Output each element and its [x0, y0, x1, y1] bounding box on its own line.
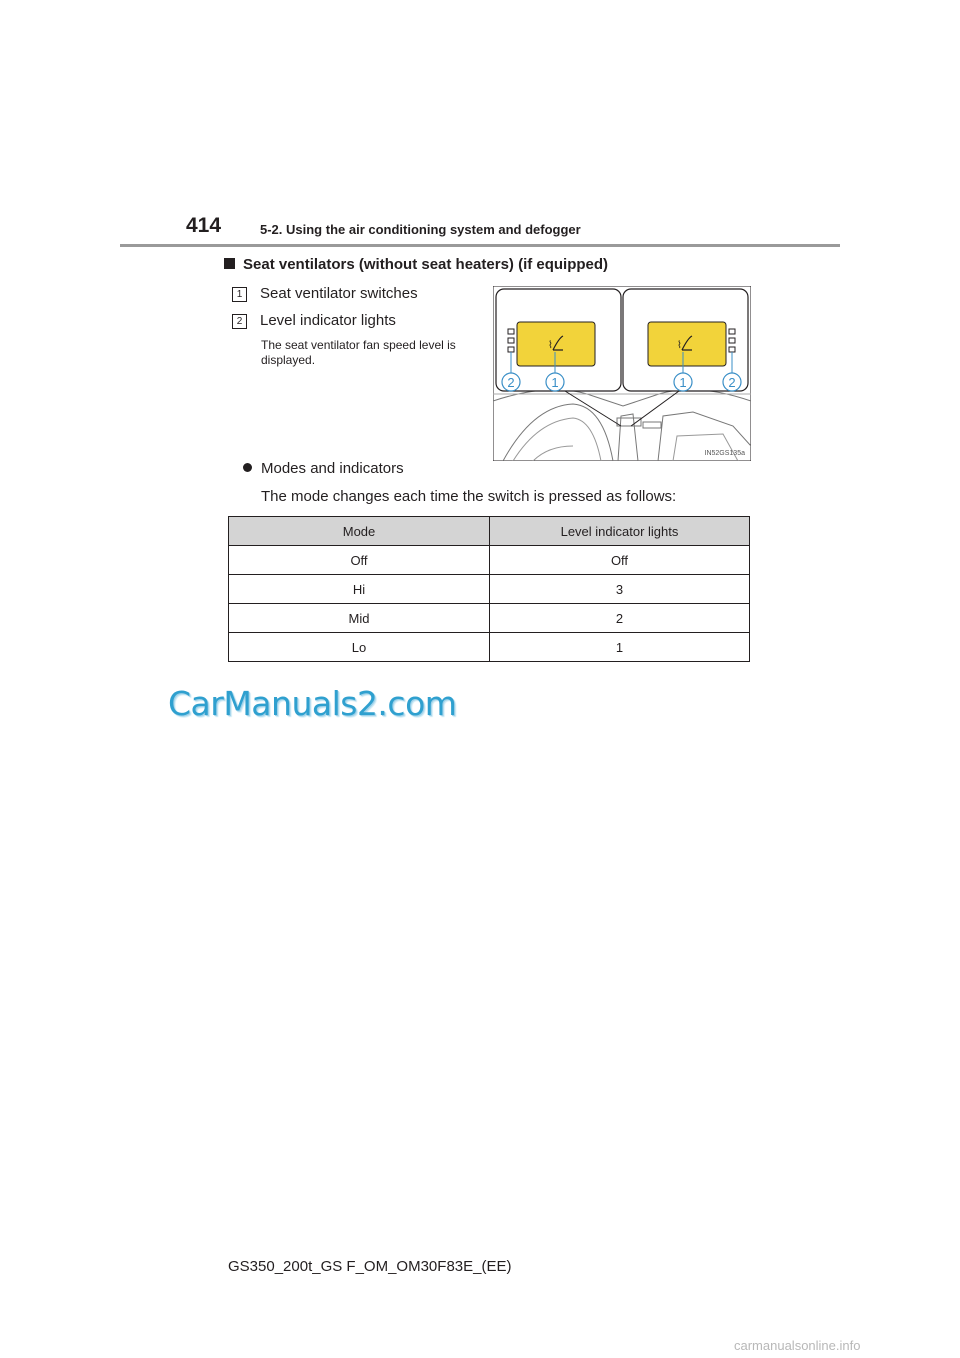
figure-marker-2-right: [723, 373, 741, 391]
table-cell-level: Off: [490, 546, 750, 575]
page-number: 414: [186, 214, 222, 237]
svg-text:2: 2: [507, 375, 515, 390]
table-cell-level: 2: [490, 604, 750, 633]
callout-number-badge: 1: [232, 287, 247, 302]
svg-text:1: 1: [551, 375, 559, 390]
table-cell-mode: Lo: [229, 633, 490, 662]
callout-item-1: [232, 285, 418, 302]
watermark-logo: CarManuals2.com: [168, 684, 457, 723]
table-row: [229, 604, 750, 633]
figure-marker-1-right: [674, 373, 692, 391]
table-header-mode: Mode: [229, 517, 490, 546]
section-heading-text: Seat ventilators (without seat heaters) (if equipped): [243, 256, 609, 273]
callout-label: Seat ventilator switches: [260, 285, 418, 302]
callout-number-badge: 2: [232, 314, 247, 329]
mode-table: [228, 516, 750, 662]
modes-heading: [243, 460, 404, 477]
table-cell-level: 1: [490, 633, 750, 662]
table-header-level: Level indicator lights: [490, 517, 750, 546]
table-header-row: [229, 517, 750, 546]
callout-label: Level indicator lights: [260, 312, 396, 329]
svg-text:1: 1: [679, 375, 687, 390]
table-cell-level: 3: [490, 575, 750, 604]
modes-heading-text: Modes and indicators: [261, 460, 404, 477]
svg-text:⌇: ⌇: [548, 340, 553, 351]
section-title: 5-2. Using the air conditioning system and defogger: [260, 222, 581, 237]
square-bullet-icon: [224, 258, 235, 269]
table-cell-mode: Off: [229, 546, 490, 575]
table-cell-mode: Mid: [229, 604, 490, 633]
table-row: [229, 546, 750, 575]
table-row: [229, 633, 750, 662]
round-bullet-icon: [243, 463, 252, 472]
figure-marker-1-left: [546, 373, 564, 391]
svg-text:2: 2: [728, 375, 736, 390]
footer-watermark-url: carmanualsonline.info: [734, 1338, 861, 1353]
callout-item-2: [232, 312, 396, 329]
table-row: [229, 575, 750, 604]
callout-note: The seat ventilator fan speed level is displayed.: [261, 338, 456, 367]
figure-marker-2-left: [502, 373, 520, 391]
modes-description: The mode changes each time the switch is pressed as follows:: [261, 488, 677, 505]
svg-text:⌇: ⌇: [677, 340, 682, 351]
figure-code: IN52GS135a: [704, 450, 745, 457]
section-heading: [224, 256, 608, 273]
table-cell-mode: Hi: [229, 575, 490, 604]
header-rule: [120, 244, 840, 247]
seat-ventilator-figure: [493, 286, 751, 461]
footer-document-code: GS350_200t_GS F_OM_OM30F83E_(EE): [228, 1258, 512, 1275]
